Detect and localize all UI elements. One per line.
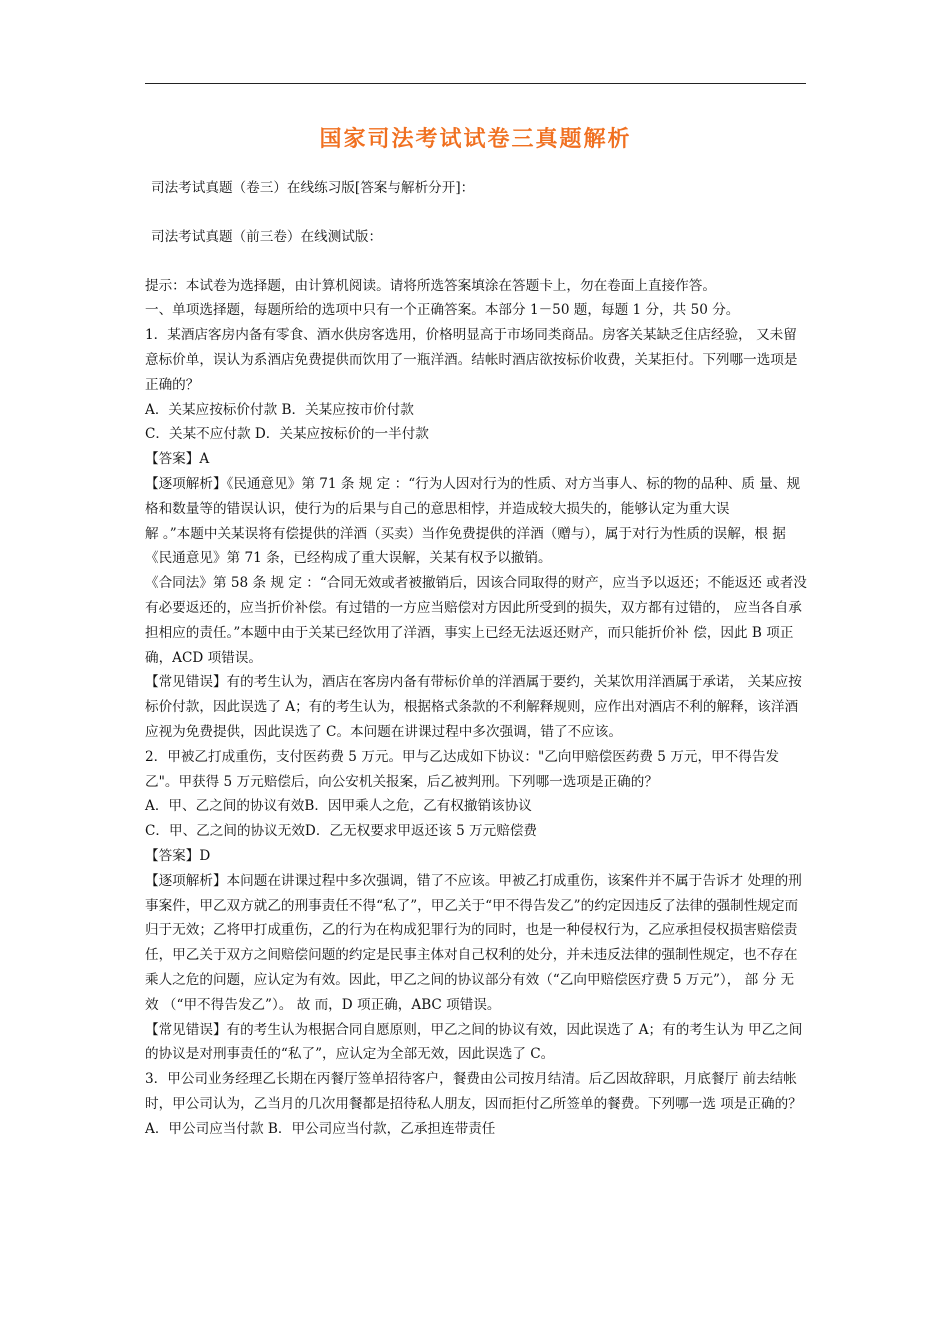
question-1-contract-law: 《合同法》第 58 条 规 定 ：“合同无效或者被撤销后，因该合同取得的财产，应当予以返还；不能返还 或者没有必要返还的，应当折价补偿。有过错的一方应当赔偿对方因此所受到的损失，双方都有过错的， 应当各自承担相应的责任。”本题中由于关某已经饮用了洋酒，事实上已经无法返还财产，而只能折价补 偿，因此 B 项正确，ACD 项错误。 <box>145 575 807 666</box>
question-2-common-errors: 【常见错误】有的考生认为根据合同自愿原则，甲乙之间的协议有效，因此误选了 A；有的考生认为 甲乙之间的协议是对刑事责任的“私了”，应认定为全部无效，因此误选了 C。 <box>145 1021 803 1063</box>
question-2-options-cd: C．甲、乙之间的协议无效D．乙无权要求甲返还该 5 万元赔偿费 <box>145 823 538 840</box>
question-2-options-ab: A．甲、乙之间的协议有效B．因甲乘人之危，乙有权撤销该协议 <box>145 798 532 815</box>
question-2: 2．甲被乙打成重伤，支付医药费 5 万元。甲与乙达成如下协议："乙向甲赔偿医药费 5 万元，甲不得告发乙"。甲获得 5 万元赔偿后，向公安机关报案，后乙被判刑。下列哪一选项是正确的？ <box>145 748 780 790</box>
section-heading: 一、单项选择题，每题所给的选项中只有一个正确答案。本部分 1－50 题，每题 1 分，共 50 分。 <box>145 302 740 319</box>
question-1-options-ab: A．关某应按标价付款 B．关某应按市价付款 <box>145 401 414 418</box>
link-test-version[interactable]: 司法考试真题（前三卷）在线测试版： <box>151 228 383 245</box>
spacer <box>145 201 807 225</box>
question-1-analysis-cont: 解 。”本题中关某误将有偿提供的洋酒（买卖）当作免费提供的洋酒（赠与），属于对行为性质的误解，根 据《民通意见》第 71 条，已经构成了重大误解，关某有权予以撤销。 <box>145 525 786 567</box>
question-1-common-errors: 【常见错误】有的考生认为，酒店在客房内备有带标价单的洋酒属于要约，关某饮用洋酒属于承诺， 关某应按标价付款，因此误选了 A；有的考生认为，根据格式条款的不利解释规则，应作出对酒店不利的解释，该洋酒应视为免费提供，因此误选了 C。本问题在讲课过程中多次强调，错了不应该。 <box>145 674 802 740</box>
question-1-analysis: 【逐项解析】《民通意见》第 71 条 规 定 ：“行为人因对行为的性质、对方当事人、标的物的品种、质 量、规格和数量等的错误认识，使行为的后果与自己的意思相悖，并造成较大损失的，能够认定为重大误 <box>145 475 801 517</box>
question-2-analysis: 【逐项解析】本问题在讲课过程中多次强调，错了不应该。甲被乙打成重伤，该案件并不属于告诉才 处理的刑事案件，甲乙双方就乙的刑事责任不得“私了”，甲乙关于“甲不得告发乙”的约定因违反了法律的强制性规定而归于无效；乙将甲打成重伤，乙的行为在构成犯罪行为的同时，也是一种侵权行为，乙应承担侵权损害赔偿责任，甲乙关于双方之间赔偿问题的约定是民事主体对自己权利的处分，并未违反法律的强制性规定，也不存在乘人之危的问题，应认定为有效。因此，甲乙之间的协议部分有效（“乙向甲赔偿医疗费 5 万元”）， 部 分 无 效 （“甲不得告发乙”）。 故 而，D 项正确，ABC 项错误。 <box>145 872 802 1013</box>
link-practice-version[interactable]: 司法考试真题（卷三）在线练习版[答案与解析分开]： <box>151 180 475 196</box>
question-1-answer: 【答案】A <box>145 451 210 468</box>
question-3-options-ab: A．甲公司应当付款 B．甲公司应当付款，乙承担连带责任 <box>145 1120 496 1137</box>
document-body <box>145 176 807 1141</box>
exam-hint: 提示：本试卷为选择题，由计算机阅读。请将所选答案填涂在答题卡上，勿在卷面上直接作答。 <box>145 277 716 294</box>
question-1-options-cd: C．关某不应付款 D．关某应按标价的一半付款 <box>145 426 429 443</box>
question-1: 1．某酒店客房内备有零食、酒水供房客选用，价格明显高于市场同类商品。房客关某缺乏住店经验， 又未留意标价单，误认为系酒店免费提供而饮用了一瓶洋酒。结帐时酒店欲按标价收费，关某拒付。下列哪一选项是正确的？ <box>145 327 798 393</box>
question-2-answer: 【答案】D <box>145 847 211 864</box>
header-rule <box>145 83 806 84</box>
question-3: 3．甲公司业务经理乙长期在丙餐厅签单招待客户，餐费由公司按月结清。后乙因故辞职，月底餐厅 前去结帐时，甲公司认为，乙当月的几次用餐都是招待私人朋友，因而拒付乙所签单的餐费。下列哪一选 项是正确的？ <box>145 1071 802 1112</box>
page-title: 国家司法考试试卷三真题解析 <box>319 127 632 152</box>
spacer <box>145 250 807 274</box>
